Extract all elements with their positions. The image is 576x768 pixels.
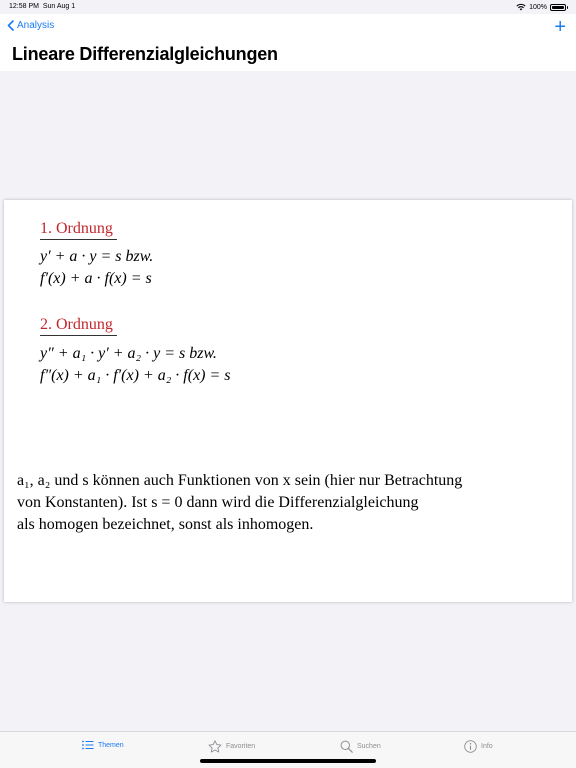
search-icon bbox=[340, 740, 353, 753]
status-bar bbox=[0, 0, 576, 14]
explanation-paragraph: a₁, a₂ und s können auch Funktionen von x sein (hier nur Betrachtung von Konstanten). Ist s = 0 dann wird die Differenzialgleichung als homogen bezeichnet, sonst als inhomogen. bbox=[17, 472, 463, 533]
tab-favoriten-label: Favoriten bbox=[226, 743, 256, 750]
status-date-text: Sun Aug 1 bbox=[42, 3, 76, 10]
info-icon bbox=[464, 740, 477, 753]
wifi-icon bbox=[516, 3, 526, 11]
list-icon bbox=[82, 740, 94, 750]
battery-fill bbox=[552, 6, 564, 9]
tab-themen-label: Themen bbox=[98, 741, 124, 749]
tab-suchen-label: Suchen bbox=[357, 743, 381, 750]
status-time-text: 12:58 PM bbox=[9, 3, 39, 10]
add-button[interactable]: + bbox=[554, 16, 566, 38]
navigation-bar bbox=[0, 14, 576, 71]
back-button-label: Analysis bbox=[17, 20, 55, 31]
battery-icon bbox=[550, 4, 566, 11]
section-heading-second-order: 2. Ordnung bbox=[40, 316, 117, 336]
tab-info[interactable] bbox=[464, 740, 493, 753]
section-heading-first-order: 1. Ordnung bbox=[40, 220, 117, 240]
status-time bbox=[9, 3, 75, 10]
battery-percent: 100% bbox=[529, 3, 547, 11]
formula-second-order-1: y″ + a₁ · y′ + a₂ · y = s bzw. bbox=[40, 345, 217, 362]
tab-suchen[interactable] bbox=[340, 740, 381, 753]
tab-info-label: Info bbox=[481, 743, 493, 750]
tab-themen[interactable] bbox=[82, 740, 124, 750]
formula-first-order-1: y′ + a · y = s bzw. bbox=[40, 248, 154, 265]
formula-card bbox=[4, 200, 572, 602]
formula-second-order-2: f″(x) + a₁ · f′(x) + a₂ · f(x) = s bbox=[40, 367, 231, 384]
star-icon bbox=[208, 740, 222, 753]
chevron-left-icon bbox=[7, 20, 14, 31]
back-button[interactable] bbox=[7, 20, 54, 31]
formula-first-order-2: f′(x) + a · f(x) = s bbox=[40, 270, 152, 287]
status-right bbox=[516, 3, 566, 11]
page-title: Lineare Differenzialgleichungen bbox=[12, 44, 278, 64]
home-indicator[interactable] bbox=[200, 759, 376, 763]
tab-favoriten[interactable] bbox=[208, 740, 255, 753]
